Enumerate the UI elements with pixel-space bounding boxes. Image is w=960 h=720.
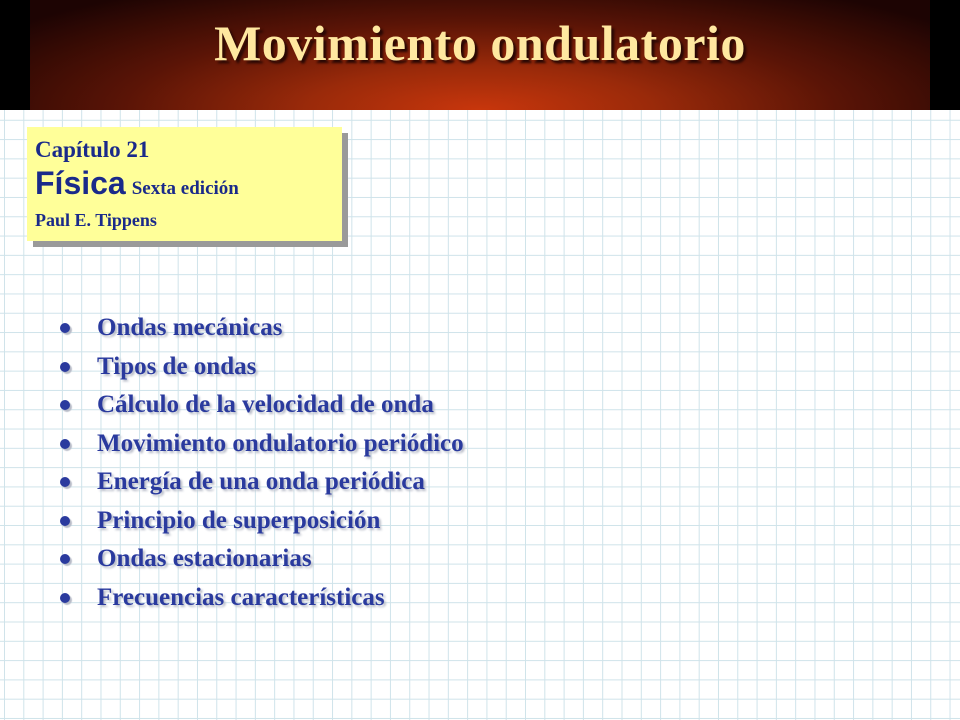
bullet-dot-icon [60, 400, 70, 410]
list-item [52, 463, 464, 502]
bullet-dot-icon [60, 323, 70, 333]
topic-label: Energía de una onda periódica [97, 468, 425, 496]
book-edition: Sexta edición [131, 178, 239, 199]
title-banner [0, 0, 960, 110]
list-item [52, 348, 464, 387]
bullet-dot-icon [60, 362, 70, 372]
list-item [52, 309, 464, 348]
list-item [52, 386, 464, 425]
book-title-line [35, 165, 334, 208]
topic-label: Frecuencias características [97, 583, 385, 611]
slide-title: Movimiento ondulatorio [214, 15, 746, 71]
topic-label: Cálculo de la velocidad de onda [97, 391, 434, 419]
topic-label: Movimiento ondulatorio periódico [97, 429, 464, 457]
bullet-dot-icon [60, 554, 70, 564]
book-info-card [27, 127, 342, 241]
book-author: Paul E. Tippens [35, 210, 157, 230]
bullet-dot-icon [60, 439, 70, 449]
bullet-dot-icon [60, 477, 70, 487]
list-item [52, 425, 464, 464]
topic-label: Ondas mecánicas [97, 314, 283, 342]
list-item [52, 540, 464, 579]
list-item [52, 502, 464, 541]
topic-label: Ondas estacionarias [97, 545, 312, 573]
chapter-label: Capítulo 21 [35, 137, 150, 162]
book-title: Física [35, 165, 126, 201]
topic-list [52, 309, 464, 617]
bullet-dot-icon [60, 516, 70, 526]
list-item [52, 579, 464, 618]
topic-label: Tipos de ondas [97, 352, 257, 380]
bullet-dot-icon [60, 593, 70, 603]
topic-label: Principio de superposición [97, 506, 381, 534]
